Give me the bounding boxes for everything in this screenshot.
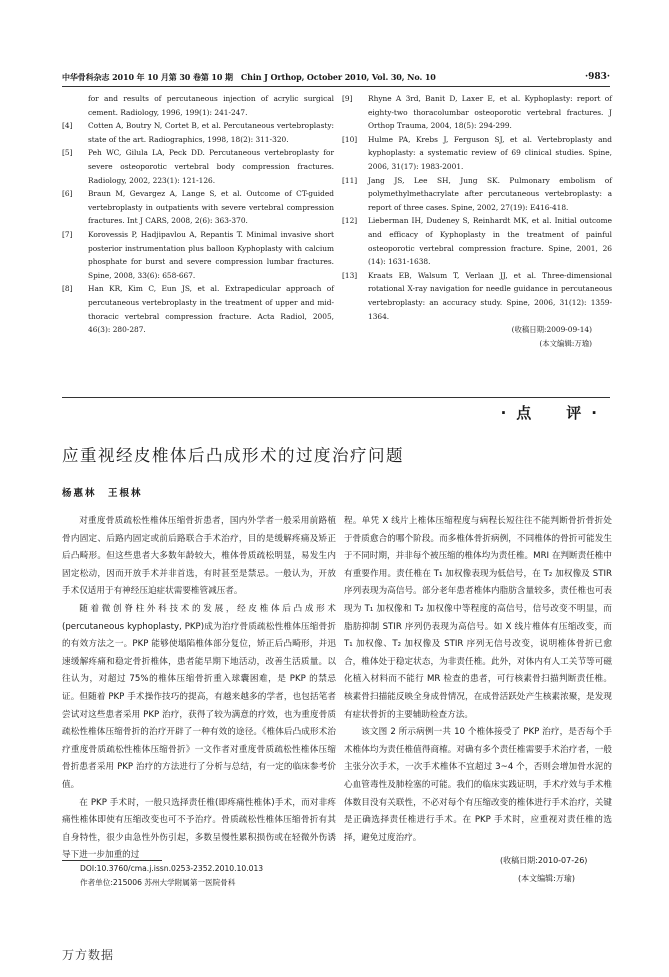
reference-item: [7] Korovessis P, Hadjipavlou A, Repantis T. Minimal invasive short posterior instrumentation plus balloon Kyphoplasty with calcium phosphate for burst and severe compression lumbar fractures. Spine, 2008, 33(6): 658-667. <box>62 229 334 280</box>
reference-item: [4] Cotten A, Boutry N, Cortet B, et al. Percutaneous vertebroplasty: state of the art. Radiographics, 1998, 18(2): 311-320. <box>62 121 334 144</box>
journal-citation-line: 中华骨科杂志 2010 年 10 月第 30 卷第 10 期 Chin J Orthop, October 2010, Vol. 30, No. 10 <box>62 72 436 82</box>
refs-editor: (本文编辑:万瑜) <box>539 338 592 348</box>
article-editor: (本文编辑:万瑜) <box>518 874 575 883</box>
body-right-column <box>344 513 612 847</box>
reference-item: [13] Kraats EB, Walsum T, Verlaan JJ, et al. Three-dimensional rotational X-ray navigation for needle guidance in percutaneous vertebroplasty: an accuracy study. Spine, 2006, 31(12): 1359-1364. <box>342 270 612 321</box>
body-paragraph: 在 PKP 手术时，一般只选择责任椎(即疼痛性椎体)手术，而对非疼痛性椎体即使有压缩改变也可不予治疗。骨质疏松性椎体压缩骨折有其自身特性，很少由急性外伤引起，多数呈慢性累积损伤或在轻微外伤诱导下进一步加重的过 <box>62 797 336 861</box>
references-right-column <box>342 92 612 350</box>
reference-item: [10] Hulme PA, Krebs J, Ferguson SJ, et al. Vertebroplasty and kyphoplasty: a systematic review of 69 clinical studies. Spine, 2006, 31(17): 1983-2001. <box>342 134 612 171</box>
running-header <box>62 70 610 87</box>
doi-footnote: DOI:10.3760/cma.j.issn.0253-2352.2010.10.013 <box>80 864 264 873</box>
refs-received-date: (收稿日期:2009-09-14) <box>511 325 592 335</box>
article-title: 应重视经皮椎体后凸成形术的过度治疗问题 <box>62 446 404 465</box>
footnote-divider <box>62 860 162 861</box>
reference-item: for and results of percutaneous injection of acrylic surgical cement. Radiology, 1996, 199(1): 241-247. <box>88 94 334 117</box>
body-paragraph: 程。单凭 X 线片上椎体压缩程度与病程长短往往不能判断骨折骨折处于骨质愈合的哪个阶段。而多椎体骨折病例，不同椎体的骨折可能发生于不同时期，并非每个被压缩的椎体均为责任椎。MRI 在判断责任椎中有重要作用。责任椎在 T₁ 加权像表现为低信号，在 T₂ 加权像及 STIR 序列表现为高信号。部分老年患者椎体内脂肪含量较多，责任椎也可表现为 T₁ 加权像和 T₂ 加权像中等程度的高信号，信号改变不明显，而脂肪抑制 STIR 序列仍表现为高信号。如 X 线片椎体有压缩改变，而 T₁ 加权像、T₂ 加权像及 STIR 序列无信号改变，说明椎体骨折已愈合，椎体处于稳定状态，为非责任椎。此外，对体内有人工关节等可磁化植入材料而不能行 MR 检查的患者，可行核素骨扫描判断责任椎。核素骨扫描能反映全身成骨情况，在成骨活跃处产生核素浓聚，是发现有症状骨折的主要辅助检查方法。 <box>344 516 612 720</box>
section-divider <box>62 397 610 398</box>
page-number: ·983· <box>584 72 610 82</box>
article-received-date: (收稿日期:2010-07-26) <box>500 856 588 865</box>
watermark: 万方数据 <box>62 948 115 962</box>
section-tag: ·点 评· <box>500 404 607 422</box>
author-unit-footnote: 作者单位:215006 苏州大学附属第一医院骨科 <box>80 878 236 887</box>
body-paragraph: 该文图 2 所示病例一共 10 个椎体接受了 PKP 治疗，是否每个手术椎体均为责任椎值得商榷。对确有多个责任椎需要手术治疗者，一般主张分次手术，一次手术椎体不宜超过 3~4 个，否则会增加骨水泥的心血管毒性及肺栓塞的可能。我们的临床实践证明，手术疗效与手术椎体数目没有关联性，不必对每个有压缩改变的椎体进行手术治疗，关键是正确选择责任椎进行手术。在 PKP 手术时，应重视对责任椎的选择，避免过度治疗。 <box>344 727 612 843</box>
reference-item: [6] Braun M, Gevargez A, Lange S, et al. Outcome of CT-guided vertebroplasty in outpatients with severe vertebral compression fractures. Int J CARS, 2008, 2(6): 363-370. <box>62 189 334 226</box>
reference-item: [8] Han KR, Kim C, Eun JS, et al. Extrapedicular approach of percutaneous vertebroplasty in the treatment of upper and mid-thoracic vertebral compression fracture. Acta Radiol, 2005, 46(3): 280-287. <box>62 284 334 335</box>
reference-item: [11] Jang JS, Lee SH, Jung SK. Pulmonary embolism of polymethylmethacrylate after percutaneous vertebroplasty: a report of three cases. Spine, 2002, 27(19): E416-418. <box>342 175 612 212</box>
body-left-column <box>62 513 336 865</box>
body-paragraph: 随着微创脊柱外科技术的发展，经皮椎体后凸成形术(percutaneous kyphoplasty, PKP)成为治疗骨质疏松性椎体压缩骨折的有效方法之一。PKP 能够使塌陷椎体部分复位，矫正后凸畸形，并迅速缓解疼痛和稳定骨折椎体，患者能早期下地活动，改善生活质量。以往认为，对超过 75%的椎体压缩骨折重入球囊困难，是 PKP 的禁忌证。但随着 PKP 手术操作技巧的提高，有越来越多的学者，也包括笔者尝试对这些患者采用 PKP 治疗，获得了较为满意的疗效，也为重度骨质疏松性椎体压缩骨折的治疗开辟了一种有效的途径。《椎体后凸成形术治疗重度骨质疏松性椎体压缩骨折》一文作者对重度骨质疏松性椎体压缩骨折患者采用 PKP 治疗的方法进行了分析与总结，有一定的临床参考价值。 <box>62 603 336 790</box>
body-paragraph: 对重度骨质疏松性椎体压缩骨折患者，国内外学者一般采用前路植骨内固定、后路内固定或前后路联合手术治疗，目的是缓解疼痛及矫正后凸畸形。但这些患者大多数年龄较大，椎体骨质疏松明显，易发生内固定松动，因而开放手术并非首选，有时甚至是禁忌。一般认为，开放手术仅适用于有神经压迫症状需要椎管减压者。 <box>62 516 336 597</box>
reference-item: [12] Lieberman IH, Dudeney S, Reinhardt MK, et al. Initial outcome and efficacy of Kyphoplasty in the treatment of painful osteoporotic vertebral compression fracture. Spine, 2001, 26 (14): 1631-1638. <box>342 216 612 267</box>
article-authors: 杨惠林 王根林 <box>62 488 143 499</box>
reference-item: [5] Peh WC, Gilula LA, Peck DD. Percutaneous vertebroplasty for severe osteoporotic vertebral body compression fractures. Radiology, 2002, 223(1): 121-126. <box>62 148 334 185</box>
references-left-column <box>62 92 334 337</box>
reference-item: [9] Rhyne A 3rd, Banit D, Laxer E, et al. Kyphoplasty: report of eighty-two thoracolumbar osteoporotic vertebral fractures. J Orthop Trauma, 2004, 18(5): 294-299. <box>342 94 612 131</box>
